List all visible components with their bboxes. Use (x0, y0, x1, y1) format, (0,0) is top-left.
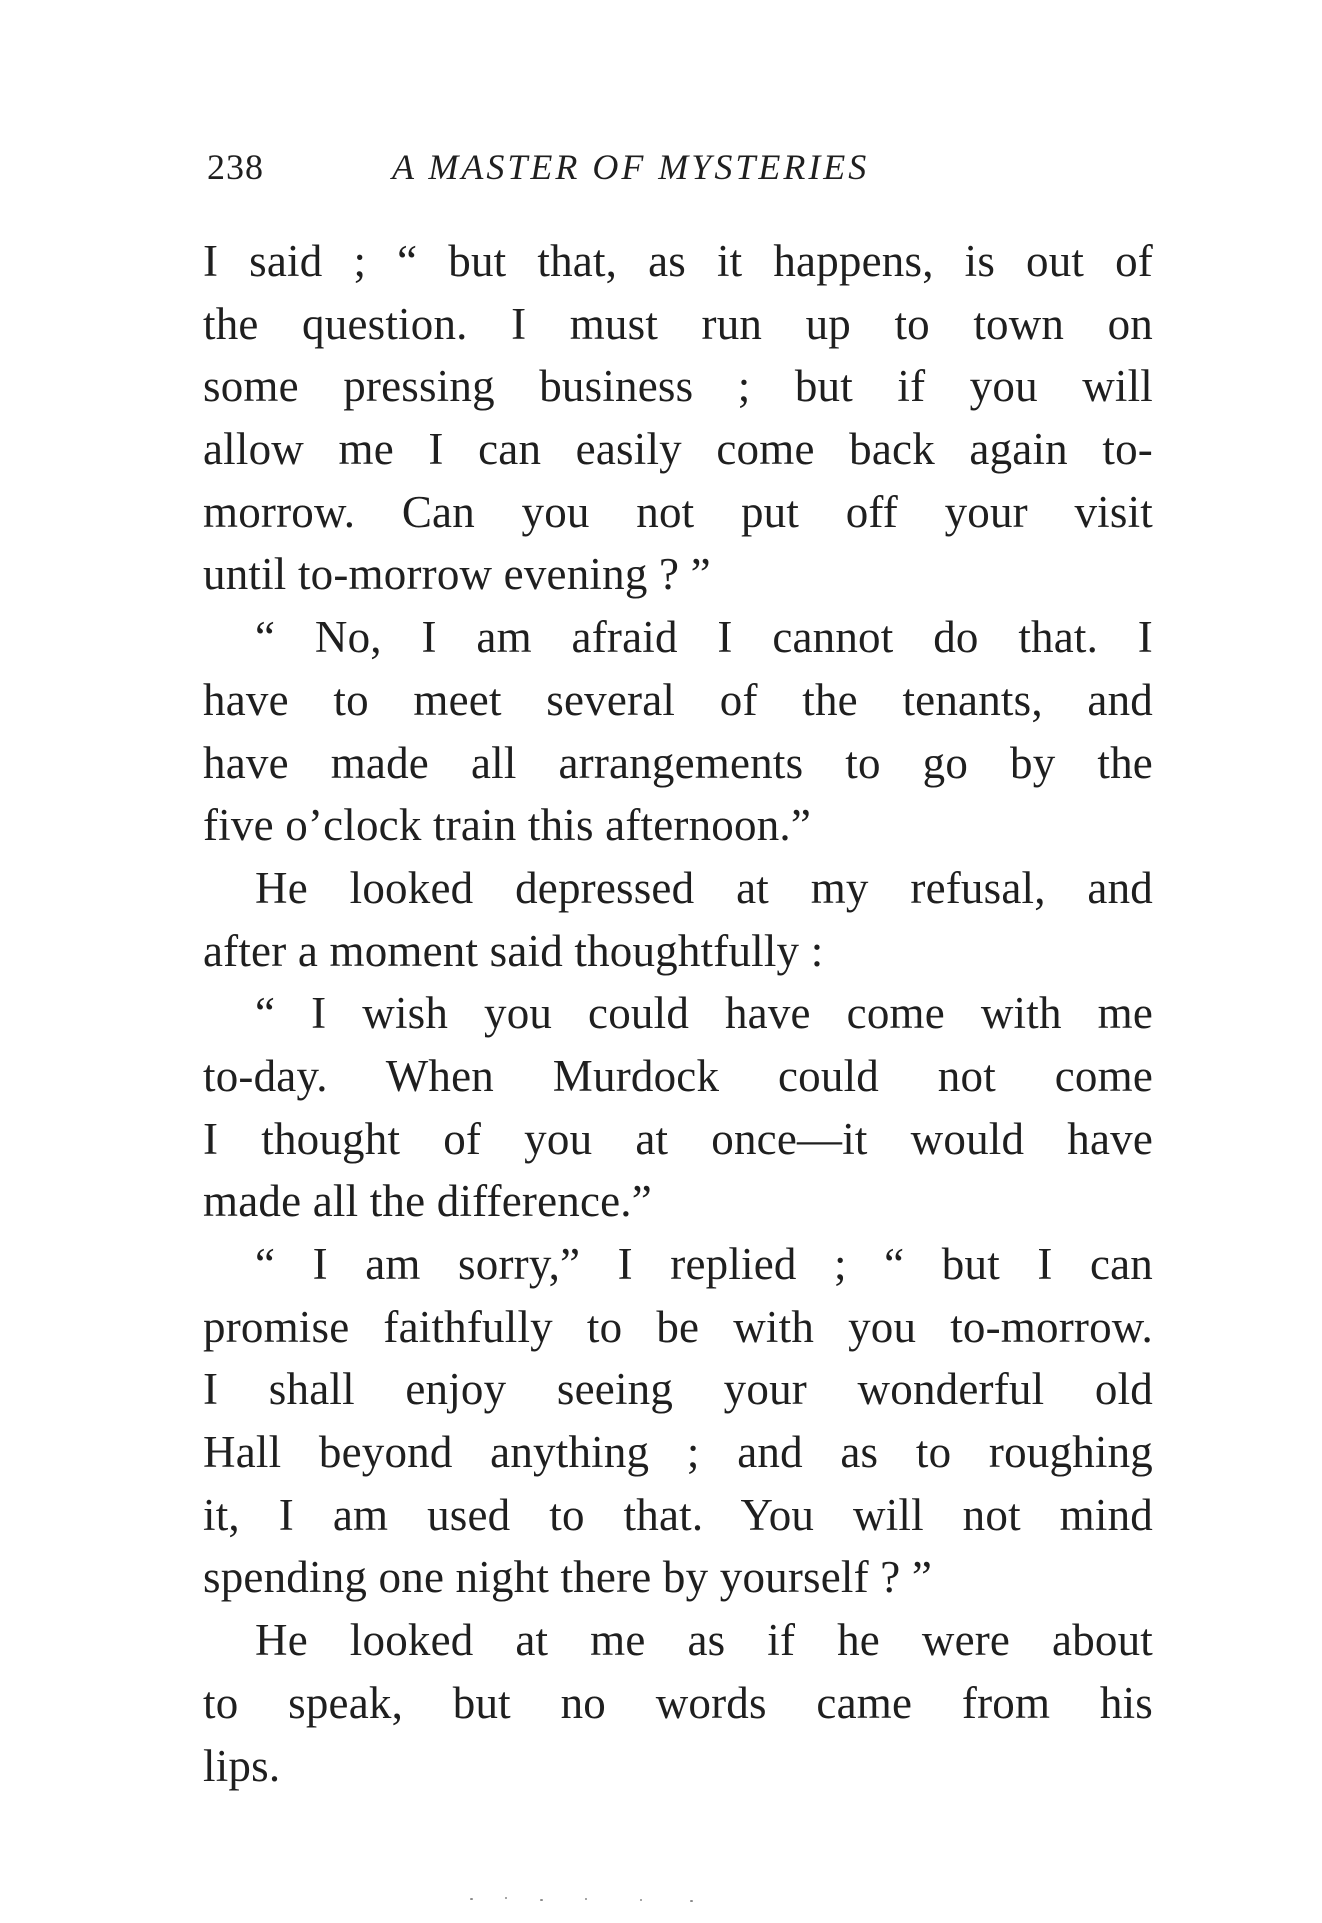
scan-speckle (640, 1899, 642, 1901)
text-line: to-day. When Murdock could not come (203, 1050, 1153, 1101)
text-line: to speak, but no words came from his (203, 1677, 1153, 1728)
text-line: I said ; “ but that, as it happens, is out of (203, 236, 1153, 286)
running-title: A MASTER OF MYSTERIES (392, 147, 870, 187)
text-line: “ I am sorry,” I replied ; “ but I can (255, 1239, 1153, 1289)
text-line: I thought of you at once—it would have (203, 1113, 1153, 1164)
text-line: morrow. Can you not put off your visit (203, 486, 1153, 537)
text-line: the question. I must run up to town on (203, 298, 1153, 349)
text-line: promise faithfully to be with you to-morrow. (203, 1301, 1153, 1352)
scan-speckle (585, 1898, 587, 1900)
text-line: He looked at me as if he were about (255, 1615, 1153, 1666)
scan-speckle (540, 1899, 543, 1901)
page-number: 238 (207, 147, 264, 187)
text-line: “ No, I am afraid I cannot do that. I (255, 612, 1153, 663)
text-line: have to meet several of the tenants, and (203, 674, 1153, 725)
running-head (207, 142, 967, 192)
text-line: Hall beyond anything ; and as to roughing (203, 1427, 1153, 1478)
text-line: lips. (203, 1740, 281, 1791)
text-line: it, I am used to that. You will not mind (203, 1489, 1153, 1540)
text-line: “ I wish you could have come with me (255, 988, 1153, 1039)
text-line: some pressing business ; but if you will (203, 361, 1153, 412)
text-line: made all the difference.” (203, 1176, 652, 1227)
text-line: five o’clock train this afternoon.” (203, 800, 812, 851)
text-line: allow me I can easily come back again to- (203, 424, 1153, 475)
scan-speckle (690, 1900, 693, 1902)
text-line: have made all arrangements to go by the (203, 737, 1153, 788)
scan-speckle (470, 1898, 473, 1900)
text-line: spending one night there by yourself ? ” (203, 1552, 933, 1603)
scan-speckle (505, 1897, 507, 1899)
text-line: I shall enjoy seeing your wonderful old (203, 1364, 1153, 1415)
text-line: He looked depressed at my refusal, and (255, 862, 1153, 913)
text-line: after a moment said thoughtfully : (203, 925, 824, 976)
text-line: until to-morrow evening ? ” (203, 549, 711, 600)
body-text (203, 230, 1153, 1797)
